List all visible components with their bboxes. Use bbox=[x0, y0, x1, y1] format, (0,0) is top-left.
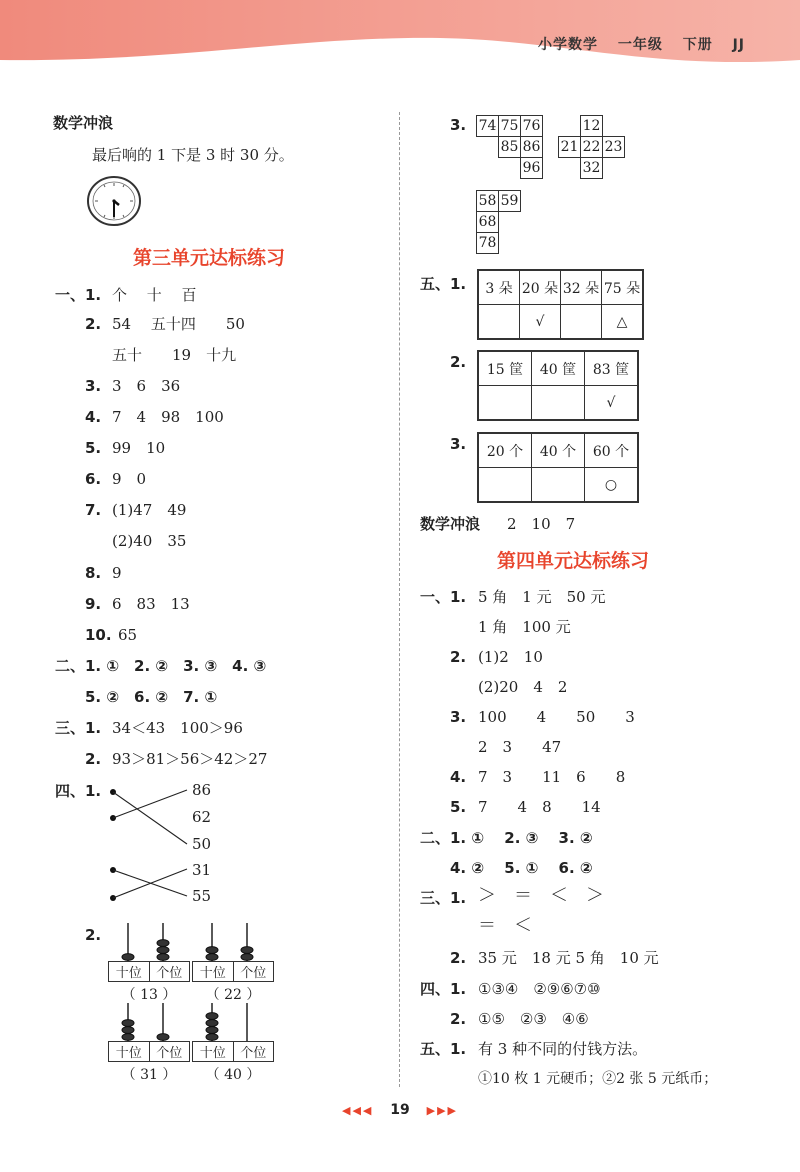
page-number: 19 bbox=[390, 1102, 410, 1118]
u4s4-q2: ①⑤ ②③ ④⑥ bbox=[478, 1010, 589, 1028]
grade: 一年级 bbox=[617, 37, 663, 53]
s3-q1-num: 1. bbox=[85, 719, 102, 737]
header-text bbox=[524, 34, 745, 54]
abacus-rods-13 bbox=[108, 923, 190, 963]
tens-bead bbox=[206, 1013, 218, 1020]
unit4-title: 第四单元达标练习 bbox=[497, 550, 650, 572]
tens-bead bbox=[206, 1027, 218, 1034]
u4s1-q4: 7 3 11 6 8 bbox=[478, 768, 626, 786]
s1-q8: 9 bbox=[112, 564, 122, 582]
s1-q7b: (2)40 35 bbox=[112, 532, 187, 550]
u4s1-q5: 7 4 8 14 bbox=[478, 798, 601, 816]
u4s1-q2b: (2)20 4 2 bbox=[478, 678, 568, 696]
abacus-beads-13 bbox=[122, 940, 169, 961]
s1-q5: 99 10 bbox=[112, 439, 166, 457]
u4s2-row2: 4. ② 5. ① 6. ② bbox=[450, 859, 593, 877]
ones-label: 个位 bbox=[149, 1042, 190, 1061]
s1-q2: 54 五十四 50 bbox=[112, 315, 245, 333]
abacus-rods-40 bbox=[192, 1003, 274, 1043]
ones-bead bbox=[241, 954, 253, 961]
u4s1-q5-num: 5. bbox=[450, 798, 467, 816]
s1-q8-num: 8. bbox=[85, 564, 102, 582]
u4s3-q1: ＞ ＝ ＜ ＞ bbox=[478, 885, 604, 906]
s1-q10-num: 10. bbox=[85, 626, 112, 644]
u4s5-q1: 有 3 种不同的付钱方法。 bbox=[478, 1040, 648, 1058]
abacus-value: （ 31 ） bbox=[121, 1067, 177, 1083]
u4s1-q4-num: 4. bbox=[450, 768, 467, 786]
tens-bead bbox=[206, 1020, 218, 1027]
match-86: 86 bbox=[192, 781, 212, 799]
abacus-31 bbox=[108, 1041, 190, 1084]
tens-bead bbox=[206, 954, 218, 961]
u4s4-q2-num: 2. bbox=[450, 1010, 467, 1028]
left-arrows-icon: ◀◀◀ bbox=[341, 1104, 374, 1117]
basket-table: 15 筐 40 筐 83 筐 √ bbox=[477, 350, 639, 421]
abacus-value: （ 40 ） bbox=[205, 1067, 261, 1083]
s4-q2-num: 2. bbox=[85, 926, 102, 944]
tens-bead bbox=[122, 1020, 134, 1027]
unit3-title: 第三单元达标练习 bbox=[133, 247, 286, 269]
u4s3-q2-num: 2. bbox=[450, 949, 467, 967]
u4s2-label: 二、 bbox=[420, 829, 451, 847]
header-band bbox=[0, 0, 800, 78]
tens-label: 十位 bbox=[199, 966, 226, 981]
u4s3-q1-num: 1. bbox=[450, 889, 467, 907]
ones-label: 个位 bbox=[233, 1042, 274, 1061]
q3-num: 3. bbox=[450, 116, 467, 134]
u4s1-q3: 100 4 50 3 bbox=[478, 708, 635, 726]
column-divider bbox=[399, 112, 400, 1087]
tens-bead bbox=[122, 1034, 134, 1041]
abacus-value: （ 22 ） bbox=[205, 987, 261, 1003]
abacus-rods-22 bbox=[192, 923, 274, 963]
s1-q3: 3 6 36 bbox=[112, 377, 181, 395]
wave2-text: 2 10 7 bbox=[507, 515, 576, 533]
s1-label: 一、 bbox=[55, 286, 86, 304]
page-footer bbox=[0, 1102, 800, 1118]
s1-q1-num: 1. bbox=[85, 286, 102, 304]
match-31: 31 bbox=[192, 861, 212, 879]
s1-q9-num: 9. bbox=[85, 595, 102, 613]
wave2-title: 数学冲浪 bbox=[420, 515, 481, 533]
ones-bead bbox=[157, 940, 169, 947]
right-arrows-icon: ▶▶▶ bbox=[426, 1104, 458, 1117]
u4s4-q1-num: 1. bbox=[450, 980, 467, 998]
s5-q2-num: 2. bbox=[450, 353, 467, 371]
s1-q5-num: 5. bbox=[85, 439, 102, 457]
wave-text: 最后响的 1 下是 3 时 30 分。 bbox=[92, 146, 294, 164]
s1-q1: 个 十 百 bbox=[112, 286, 197, 304]
u4s1-q3b: 2 3 47 bbox=[478, 738, 562, 756]
s1-q6: 9 0 bbox=[112, 470, 147, 488]
matching-lines bbox=[105, 780, 195, 905]
flower-table: 3 朵 20 朵 32 朵 75 朵 √ △ bbox=[477, 269, 644, 340]
wave-title: 数学冲浪 bbox=[53, 114, 114, 132]
s4-q1-num: 1. bbox=[85, 782, 102, 800]
abacus-40 bbox=[192, 1041, 274, 1084]
s1-q10: 65 bbox=[118, 626, 138, 644]
s1-q2b: 五十 19 十九 bbox=[112, 346, 237, 364]
tens-label: 十位 bbox=[199, 1046, 226, 1061]
s1-q4: 7 4 98 100 bbox=[112, 408, 224, 426]
u4s4-q1: ①③④ ②⑨⑥⑦⑩ bbox=[478, 980, 601, 998]
abacus-13 bbox=[108, 961, 190, 1004]
number-grid-3: 58 59 68 78 bbox=[476, 190, 521, 254]
ones-bead bbox=[241, 947, 253, 954]
tens-bead bbox=[206, 947, 218, 954]
u4s4-label: 四、 bbox=[420, 980, 451, 998]
u4s1-q2-num: 2. bbox=[450, 648, 467, 666]
s3-q2-num: 2. bbox=[85, 750, 102, 768]
count-table: 20 个 40 个 60 个 ○ bbox=[477, 432, 639, 503]
abacus-rods-31 bbox=[108, 1003, 190, 1043]
ones-label: 个位 bbox=[233, 962, 274, 981]
ones-label: 个位 bbox=[149, 962, 190, 981]
edition: JJ bbox=[732, 37, 745, 53]
u4s1-q2: (1)2 10 bbox=[478, 648, 543, 666]
ones-bead bbox=[157, 947, 169, 954]
u4s2-row1: 1. ① 2. ③ 3. ② bbox=[450, 829, 593, 847]
s1-q4-num: 4. bbox=[85, 408, 102, 426]
clock-icon bbox=[86, 175, 142, 227]
s4-label: 四、 bbox=[55, 782, 86, 800]
number-grid-1: 74 75 76 85 86 96 bbox=[476, 115, 543, 179]
u4s5-q1b: ①10 枚 1 元硬币；②2 张 5 元纸币； bbox=[478, 1071, 718, 1087]
tens-label: 十位 bbox=[115, 1046, 142, 1061]
s3-label: 三、 bbox=[55, 719, 86, 737]
u4s3-q2: 35 元 18 元 5 角 10 元 bbox=[478, 949, 659, 967]
u4s1-q1b: 1 角 100 元 bbox=[478, 618, 571, 636]
tens-bead bbox=[206, 1034, 218, 1041]
u4s1-q3-num: 3. bbox=[450, 708, 467, 726]
subject: 小学数学 bbox=[537, 37, 598, 53]
s3-q1: 34＜43 100＞96 bbox=[112, 719, 243, 737]
match-62: 62 bbox=[192, 808, 212, 826]
s1-q6-num: 6. bbox=[85, 470, 102, 488]
tens-bead bbox=[122, 954, 134, 961]
u4s1-q1: 5 角 1 元 50 元 bbox=[478, 588, 606, 606]
s1-q7-num: 7. bbox=[85, 501, 102, 519]
number-grid-2: 12 21 22 23 32 bbox=[558, 115, 625, 179]
s2-row2: 5. ② 6. ② 7. ① bbox=[85, 688, 218, 706]
u4s3-label: 三、 bbox=[420, 889, 451, 907]
u4s3-q1b: ＝ ＜ bbox=[478, 915, 532, 936]
s5-label: 五、 bbox=[420, 275, 451, 293]
abacus-22 bbox=[192, 961, 274, 1004]
abacus-value: （ 13 ） bbox=[121, 987, 177, 1003]
ones-bead bbox=[157, 1034, 169, 1041]
u4s5-q1-num: 1. bbox=[450, 1040, 467, 1058]
s1-q9: 6 83 13 bbox=[112, 595, 190, 613]
u4s1-label: 一、 bbox=[420, 588, 451, 606]
match-55: 55 bbox=[192, 887, 212, 905]
u4s5-label: 五、 bbox=[420, 1040, 451, 1058]
ones-bead bbox=[157, 954, 169, 961]
match-50: 50 bbox=[192, 835, 212, 853]
tens-label: 十位 bbox=[115, 966, 142, 981]
u4s1-q1-num: 1. bbox=[450, 588, 467, 606]
s5-q3-num: 3. bbox=[450, 435, 467, 453]
s1-q7: (1)47 49 bbox=[112, 501, 187, 519]
s5-q1-num: 1. bbox=[450, 275, 467, 293]
s1-q3-num: 3. bbox=[85, 377, 102, 395]
s2-label: 二、 bbox=[55, 657, 86, 675]
s1-q2-num: 2. bbox=[85, 315, 102, 333]
volume: 下册 bbox=[682, 37, 713, 53]
tens-bead bbox=[122, 1027, 134, 1034]
s3-q2: 93＞81＞56＞42＞27 bbox=[112, 750, 268, 768]
s2-row1: 1. ① 2. ② 3. ③ 4. ③ bbox=[85, 657, 267, 675]
